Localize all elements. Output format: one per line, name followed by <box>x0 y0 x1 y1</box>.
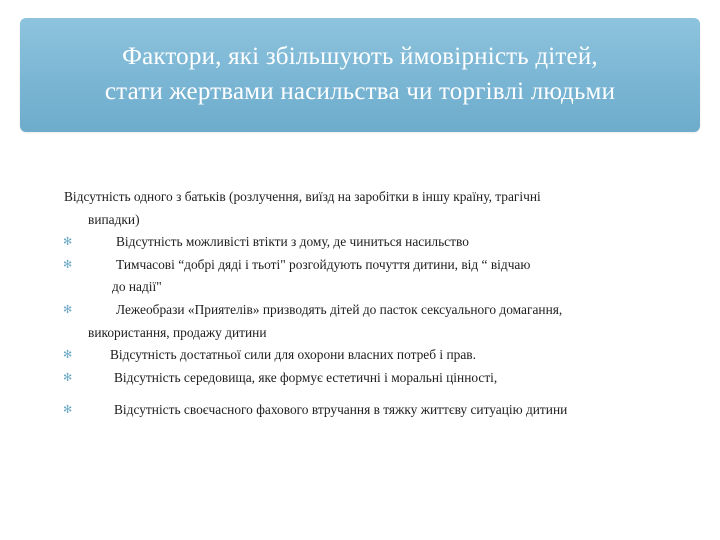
list-item-text-continued: до надії" <box>112 279 162 295</box>
asterisk-bullet-icon: ✻ <box>63 302 73 316</box>
list-item-text: Відсутність достатньої сили для охорони власних потреб і прав. <box>110 347 476 363</box>
slide-title-line-1: Фактори, які збільшують ймовірність дітей, <box>122 43 598 70</box>
asterisk-bullet-icon: ✻ <box>63 235 73 249</box>
list-item-text: Лежеобрази «Приятелів» призводять дітей до пасток сексуального домагання, <box>116 301 563 317</box>
list-item-text-continued: випадки) <box>88 211 140 227</box>
title-banner <box>20 18 700 132</box>
slide-title-line-2: стати жертвами насильства чи торгівлі людьми <box>104 78 616 105</box>
list-item <box>64 231 694 254</box>
asterisk-bullet-icon: ✻ <box>63 348 73 362</box>
list-item <box>64 399 694 422</box>
list-item-text: Тимчасові “добрі дяді і тьоті" розгойдують почуття дитини, від “ відчаю <box>116 256 531 272</box>
list-item-text-continued: використання, продажу дитини <box>88 324 267 340</box>
list-item <box>64 299 694 344</box>
list-item <box>64 367 694 390</box>
list-item <box>64 344 694 367</box>
list-item-text: Відсутність середовища, яке формує естетичні і моральні цінності, <box>114 369 498 385</box>
factor-list <box>64 186 694 422</box>
list-item-text: Відсутність можливісті втікти з дому, де чиниться насильство <box>116 234 469 250</box>
list-item <box>64 254 694 299</box>
asterisk-bullet-icon: ✻ <box>63 403 73 417</box>
asterisk-bullet-icon: ✻ <box>63 257 73 271</box>
asterisk-bullet-icon: ✻ <box>63 370 73 384</box>
list-item <box>64 186 694 231</box>
list-item-text: Відсутність своєчасного фахового втручання в тяжку життєву ситуацію дитини <box>114 402 568 418</box>
list-item-text: Відсутність одного з батьків (розлучення, виїзд на заробітки в іншу країну, трагічні <box>64 189 541 204</box>
